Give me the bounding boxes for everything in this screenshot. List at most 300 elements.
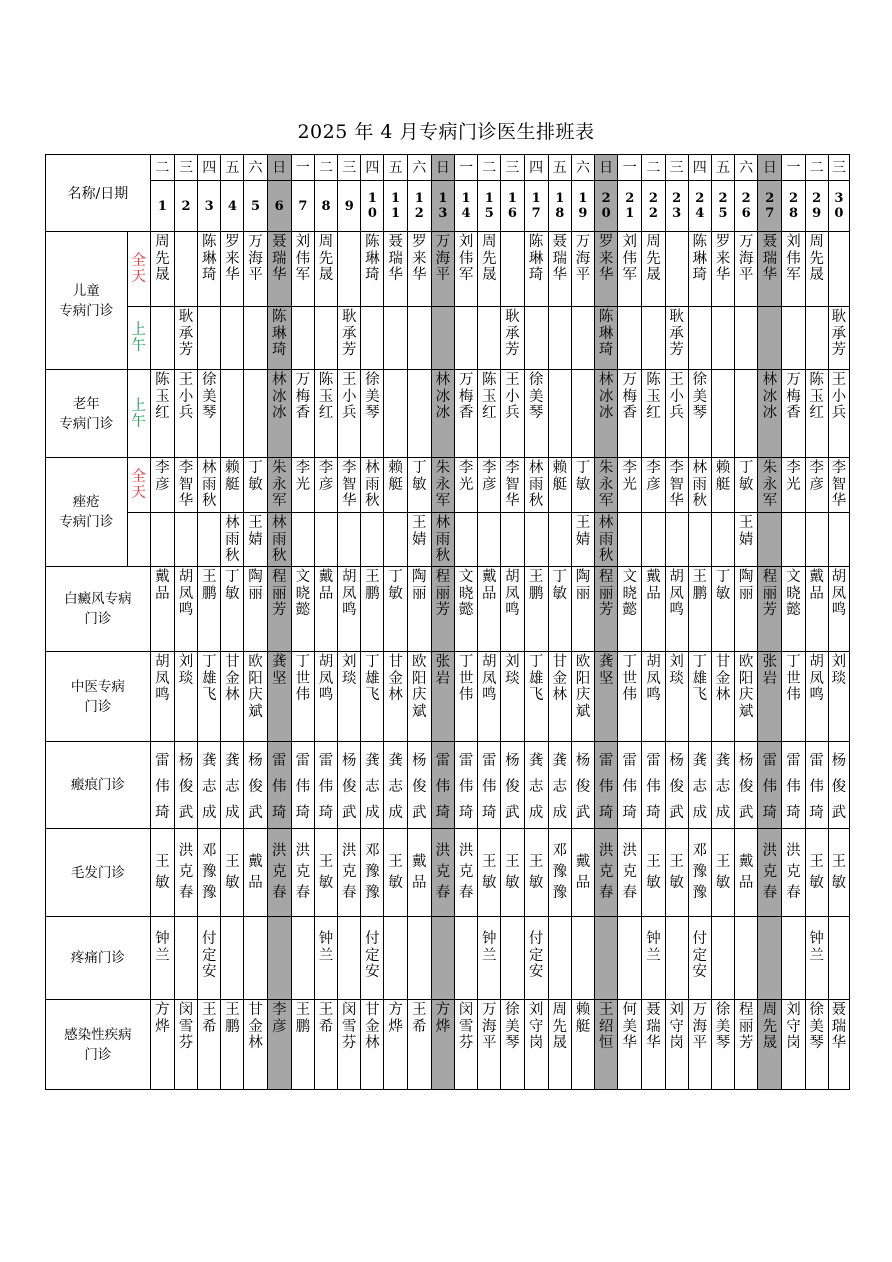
doctor-name: 雷伟琦 [809, 753, 824, 821]
doctor-name: 陈琳琦 [528, 234, 544, 283]
doctor-cell [524, 917, 548, 1000]
doctor-name: 杨俊武 [669, 753, 684, 821]
doctor-cell [571, 917, 594, 1000]
doctor-name: 林雨秋 [692, 460, 708, 509]
doctor-name: 朱永军 [271, 460, 287, 509]
session-char: 全 [131, 469, 146, 485]
doctor-name: 林雨秋 [201, 460, 217, 509]
weekday-cell: 六 [571, 155, 594, 181]
doctor-cell [501, 458, 524, 513]
doctor-cell [665, 917, 688, 1000]
doctor-cell [150, 652, 174, 742]
weekday-cell: 三 [338, 155, 361, 181]
doctor-cell [455, 829, 478, 917]
doctor-cell [688, 829, 711, 917]
doctor-cell [501, 370, 524, 458]
clinic-name-line: 门诊 [84, 611, 112, 627]
doctor-cell [338, 1000, 361, 1090]
doctor-name: 张岩 [435, 654, 451, 687]
doctor-cell [571, 567, 594, 652]
day-number-cell [711, 181, 734, 232]
doctor-name: 赖艇 [552, 460, 568, 493]
doctor-name: 周先晟 [155, 234, 170, 283]
doctor-cell [431, 232, 454, 307]
doctor-name: 刘伟军 [622, 234, 638, 283]
day-number: 27 [765, 191, 775, 221]
doctor-cell [455, 1000, 478, 1090]
doctor-cell [548, 232, 571, 307]
doctor-name: 徐美琴 [505, 1002, 520, 1051]
doctor-cell [782, 370, 805, 458]
doctor-name: 方烨 [388, 1002, 403, 1035]
doctor-cell [455, 917, 478, 1000]
doctor-cell [150, 307, 174, 370]
weekday-cell: 三 [665, 155, 688, 181]
doctor-cell [198, 307, 221, 370]
doctor-cell [478, 458, 501, 513]
weekday-cell: 五 [384, 155, 407, 181]
doctor-cell [595, 232, 618, 307]
doctor-name: 龚志成 [365, 753, 380, 821]
doctor-cell [291, 742, 314, 829]
doctor-name: 王敏 [646, 853, 661, 891]
doctor-cell [665, 567, 688, 652]
doctor-name: 万海平 [692, 1002, 708, 1051]
doctor-cell [828, 1000, 849, 1090]
doctor-name: 刘守岗 [786, 1002, 801, 1051]
doctor-cell [174, 567, 197, 652]
weekday-cell: 一 [291, 155, 314, 181]
weekday-cell: 二 [150, 155, 174, 181]
doctor-name: 王婧 [575, 515, 591, 548]
doctor-name: 王敏 [809, 853, 824, 891]
doctor-cell [665, 307, 688, 370]
doctor-cell [501, 567, 524, 652]
doctor-name: 万海平 [248, 234, 263, 283]
doctor-name: 王希 [411, 1002, 427, 1035]
session-label [127, 513, 150, 567]
day-number-cell [407, 181, 431, 232]
doctor-cell [314, 1000, 337, 1090]
doctor-name: 林雨秋 [598, 515, 614, 564]
doctor-cell [338, 917, 361, 1000]
day-number-cell [431, 181, 454, 232]
doctor-name: 陈琳琦 [271, 309, 287, 358]
doctor-cell [407, 917, 431, 1000]
doctor-cell [478, 307, 501, 370]
doctor-name: 丁世伟 [622, 654, 638, 703]
doctor-cell [735, 567, 758, 652]
doctor-cell [150, 1000, 174, 1090]
doctor-name: 周先晟 [762, 1002, 778, 1051]
clinic-name-line: 专病门诊 [59, 415, 114, 432]
doctor-name: 文晓懿 [786, 569, 801, 618]
doctor-cell [524, 829, 548, 917]
doctor-name: 雷伟琦 [598, 753, 614, 821]
doctor-cell [431, 567, 454, 652]
weekday-cell: 一 [455, 155, 478, 181]
clinic-name [46, 917, 151, 1000]
doctor-cell [314, 370, 337, 458]
clinic-name-line: 痤疮 [72, 494, 100, 510]
doctor-name: 钟兰 [809, 931, 824, 964]
doctor-cell [758, 829, 782, 917]
doctor-cell [174, 307, 197, 370]
doctor-cell [221, 232, 244, 307]
doctor-cell [665, 1000, 688, 1090]
clinic-name [46, 742, 151, 829]
doctor-cell [711, 1000, 734, 1090]
day-number: 18 [555, 191, 565, 221]
doctor-name: 闵雪芬 [341, 1002, 357, 1051]
doctor-cell [501, 829, 524, 917]
weekday-cell: 四 [361, 155, 384, 181]
session-char: 午 [131, 413, 146, 430]
doctor-name: 耿承芳 [831, 309, 847, 358]
doctor-cell [758, 232, 782, 307]
doctor-cell [501, 917, 524, 1000]
weekday-cell: 日 [431, 155, 454, 181]
doctor-cell [267, 458, 291, 513]
doctor-cell [198, 742, 221, 829]
doctor-cell [595, 567, 618, 652]
doctor-cell [198, 370, 221, 458]
doctor-name: 雷伟琦 [482, 753, 497, 821]
weekday-cell: 五 [221, 155, 244, 181]
doctor-cell [431, 513, 454, 567]
doctor-cell [198, 829, 221, 917]
doctor-name: 雷伟琦 [318, 753, 334, 821]
doctor-name: 付定安 [528, 931, 544, 980]
doctor-name: 林雨秋 [435, 515, 451, 564]
day-number-cell [361, 181, 384, 232]
doctor-name: 王婧 [411, 515, 427, 548]
doctor-name: 林雨秋 [271, 515, 287, 564]
doctor-name: 文晓懿 [295, 569, 311, 618]
doctor-name: 李彦 [318, 460, 334, 493]
day-number: 6 [274, 198, 284, 214]
doctor-cell [174, 742, 197, 829]
doctor-name: 雷伟琦 [762, 753, 778, 821]
doctor-cell [501, 513, 524, 567]
doctor-cell [595, 307, 618, 370]
doctor-name: 刘琰 [505, 654, 520, 687]
doctor-name: 王小兵 [341, 372, 357, 421]
clinic-name-line: 中医专病 [70, 678, 125, 695]
doctor-name: 雷伟琦 [155, 753, 170, 821]
weekday-cell: 五 [548, 155, 571, 181]
doctor-name: 龚坚 [271, 654, 287, 687]
doctor-cell [407, 652, 431, 742]
clinic-name-line: 儿童 [72, 282, 100, 299]
doctor-name: 龚志成 [201, 753, 217, 821]
doctor-name: 罗来华 [715, 234, 731, 283]
doctor-name: 徐美琴 [809, 1002, 824, 1051]
doctor-name: 胡凤鸣 [669, 569, 684, 618]
clinic-name [46, 370, 128, 458]
day-number: 29 [812, 191, 822, 221]
clinic-name [46, 1000, 151, 1090]
clinic-name-line: 老年 [72, 395, 100, 412]
doctor-cell [665, 829, 688, 917]
doctor-cell [688, 567, 711, 652]
doctor-cell [338, 370, 361, 458]
day-number: 9 [344, 198, 354, 214]
doctor-name: 陈琳琦 [201, 234, 217, 283]
doctor-cell [618, 1000, 642, 1090]
clinic-name [46, 232, 128, 370]
doctor-cell [150, 917, 174, 1000]
doctor-name: 文晓懿 [622, 569, 638, 618]
doctor-name: 王鹏 [692, 569, 708, 602]
schedule-row [46, 742, 850, 829]
doctor-name: 雷伟琦 [458, 753, 474, 821]
doctor-cell [688, 370, 711, 458]
doctor-cell [618, 370, 642, 458]
doctor-cell [571, 1000, 594, 1090]
doctor-name: 王希 [201, 1002, 217, 1035]
doctor-name: 刘琰 [341, 654, 357, 687]
doctor-cell [361, 370, 384, 458]
doctor-cell [198, 1000, 221, 1090]
doctor-name: 林冰冰 [435, 372, 451, 421]
doctor-cell [198, 513, 221, 567]
doctor-cell [828, 567, 849, 652]
doctor-cell [735, 232, 758, 307]
doctor-cell [828, 829, 849, 917]
day-number: 28 [788, 191, 798, 221]
doctor-cell [735, 1000, 758, 1090]
doctor-name: 林冰冰 [762, 372, 778, 421]
doctor-cell [571, 652, 594, 742]
doctor-name: 程丽芳 [271, 569, 287, 618]
doctor-cell [618, 652, 642, 742]
doctor-cell [314, 513, 337, 567]
doctor-cell [735, 370, 758, 458]
doctor-cell [688, 232, 711, 307]
doctor-cell [711, 232, 734, 307]
doctor-cell [361, 307, 384, 370]
doctor-cell [595, 370, 618, 458]
doctor-name: 雷伟琦 [786, 753, 801, 821]
day-number-cell [642, 181, 665, 232]
doctor-cell [384, 458, 407, 513]
doctor-cell [782, 567, 805, 652]
doctor-name: 王敏 [831, 853, 847, 891]
doctor-cell [314, 829, 337, 917]
day-number: 14 [461, 191, 471, 221]
doctor-cell [361, 652, 384, 742]
doctor-cell [244, 917, 267, 1000]
day-number: 8 [321, 198, 331, 214]
doctor-cell [338, 829, 361, 917]
doctor-cell [291, 917, 314, 1000]
doctor-name: 戴品 [482, 569, 497, 602]
doctor-name: 丁敏 [738, 460, 754, 493]
doctor-name: 王绍恒 [598, 1002, 614, 1051]
doctor-cell [711, 829, 734, 917]
doctor-cell [688, 513, 711, 567]
doctor-cell [267, 652, 291, 742]
doctor-cell [595, 829, 618, 917]
doctor-cell [291, 513, 314, 567]
doctor-name: 欧阳庆斌 [411, 654, 427, 720]
day-number-cell [782, 181, 805, 232]
doctor-cell [828, 652, 849, 742]
day-number-cell [735, 181, 758, 232]
doctor-cell [548, 370, 571, 458]
doctor-name: 徐美琴 [528, 372, 544, 421]
doctor-cell [338, 232, 361, 307]
doctor-cell [618, 307, 642, 370]
doctor-name: 王鹏 [225, 1002, 240, 1035]
doctor-name: 邓豫豫 [692, 843, 708, 901]
doctor-name: 胡凤鸣 [482, 654, 497, 703]
doctor-name: 陈玉红 [809, 372, 824, 421]
doctor-cell [267, 742, 291, 829]
doctor-cell [174, 232, 197, 307]
weekday-cell: 一 [782, 155, 805, 181]
doctor-cell [244, 742, 267, 829]
doctor-cell [244, 307, 267, 370]
doctor-name: 戴品 [575, 853, 591, 891]
doctor-cell [688, 917, 711, 1000]
doctor-name: 杨俊武 [411, 753, 427, 821]
doctor-cell [501, 307, 524, 370]
doctor-cell [548, 742, 571, 829]
doctor-name: 杨俊武 [575, 753, 591, 821]
doctor-cell [384, 742, 407, 829]
session-char: 全 [131, 253, 146, 269]
doctor-name: 甘金林 [388, 654, 403, 703]
doctor-cell [221, 567, 244, 652]
doctor-cell [735, 917, 758, 1000]
doctor-name: 丁敏 [388, 569, 403, 602]
doctor-cell [314, 458, 337, 513]
doctor-cell [455, 307, 478, 370]
doctor-name: 钟兰 [155, 931, 170, 964]
doctor-cell [782, 1000, 805, 1090]
doctor-cell [150, 232, 174, 307]
day-number: 17 [531, 191, 541, 221]
doctor-name: 赖艇 [575, 1002, 591, 1035]
doctor-name: 万海平 [482, 1002, 497, 1051]
weekday-cell: 四 [688, 155, 711, 181]
weekday-cell: 日 [267, 155, 291, 181]
doctor-name: 聂瑞华 [646, 1002, 661, 1051]
doctor-name: 王小兵 [505, 372, 520, 421]
doctor-name: 陶丽 [411, 569, 427, 602]
doctor-name: 张岩 [762, 654, 778, 687]
doctor-name: 王敏 [155, 853, 170, 891]
doctor-name: 戴品 [809, 569, 824, 602]
doctor-cell [618, 458, 642, 513]
clinic-name-line: 疼痛门诊 [70, 950, 125, 966]
doctor-cell [291, 458, 314, 513]
doctor-name: 杨俊武 [505, 753, 520, 821]
doctor-cell [174, 917, 197, 1000]
weekday-cell: 二 [642, 155, 665, 181]
doctor-cell [618, 829, 642, 917]
doctor-cell [455, 513, 478, 567]
clinic-name-line: 门诊 [84, 1046, 112, 1063]
doctor-name: 戴品 [318, 569, 334, 602]
doctor-name: 林雨秋 [365, 460, 380, 509]
doctor-cell [244, 513, 267, 567]
doctor-cell [174, 652, 197, 742]
day-number-cell [267, 181, 291, 232]
doctor-cell [291, 1000, 314, 1090]
doctor-cell [174, 829, 197, 917]
doctor-cell [314, 232, 337, 307]
doctor-name: 刘琰 [831, 654, 847, 687]
doctor-cell [431, 917, 454, 1000]
doctor-name: 洪克春 [622, 843, 638, 901]
doctor-cell [688, 307, 711, 370]
doctor-name: 陈琳琦 [692, 234, 708, 283]
doctor-name: 丁敏 [575, 460, 591, 493]
doctor-name: 丁雄飞 [528, 654, 544, 703]
session-char: 午 [131, 338, 146, 354]
doctor-cell [291, 829, 314, 917]
doctor-cell [267, 917, 291, 1000]
doctor-name: 丁雄飞 [365, 654, 380, 703]
day-number-cell [758, 181, 782, 232]
doctor-cell [665, 742, 688, 829]
doctor-cell [595, 1000, 618, 1090]
doctor-name: 方烨 [435, 1002, 451, 1035]
doctor-cell [782, 232, 805, 307]
doctor-name: 王鹏 [295, 1002, 311, 1035]
doctor-cell [805, 1000, 828, 1090]
doctor-name: 周先晟 [809, 234, 824, 283]
doctor-name: 闵雪芬 [178, 1002, 194, 1051]
doctor-name: 戴品 [248, 853, 263, 891]
doctor-cell [267, 513, 291, 567]
doctor-cell [244, 232, 267, 307]
doctor-name: 洪克春 [178, 843, 194, 901]
doctor-cell [314, 742, 337, 829]
doctor-cell [431, 829, 454, 917]
doctor-name: 王敏 [505, 853, 520, 891]
doctor-name: 周先晟 [552, 1002, 568, 1051]
doctor-name: 李光 [295, 460, 311, 493]
doctor-cell [524, 652, 548, 742]
clinic-name-line: 感染性疾病 [64, 1026, 132, 1043]
session-label [127, 370, 150, 458]
schedule-row [46, 513, 850, 567]
weekday-cell: 六 [407, 155, 431, 181]
doctor-cell [618, 917, 642, 1000]
doctor-cell [758, 458, 782, 513]
day-number-cell [618, 181, 642, 232]
doctor-name: 欧阳庆斌 [738, 654, 754, 720]
doctor-cell [524, 307, 548, 370]
doctor-cell [174, 513, 197, 567]
doctor-cell [384, 652, 407, 742]
doctor-cell [338, 742, 361, 829]
doctor-cell [665, 370, 688, 458]
doctor-name: 李光 [458, 460, 474, 493]
doctor-cell [455, 567, 478, 652]
session-char: 上 [131, 397, 146, 414]
doctor-cell [642, 370, 665, 458]
doctor-cell [267, 829, 291, 917]
doctor-cell [805, 742, 828, 829]
doctor-name: 邓豫豫 [552, 843, 568, 901]
doctor-cell [501, 232, 524, 307]
doctor-cell [735, 307, 758, 370]
